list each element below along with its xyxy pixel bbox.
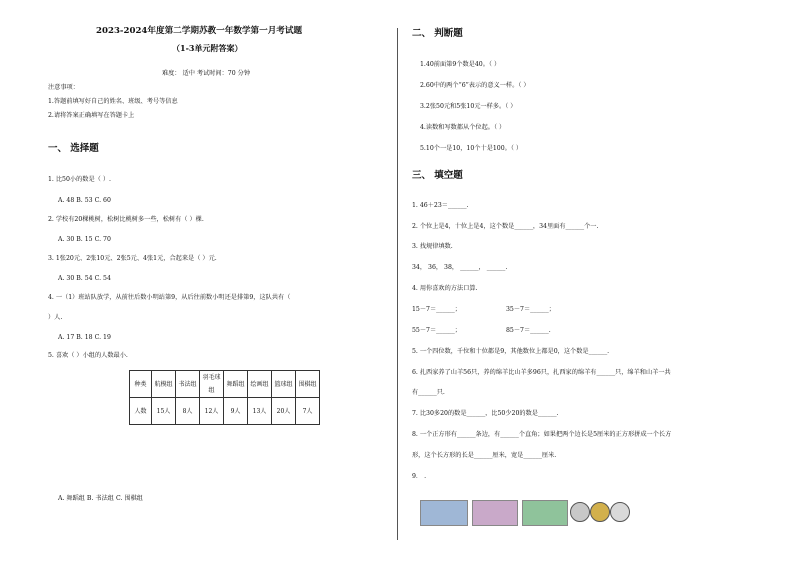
- question: 3. 1张20元、2张10元、2张5元、4张1元，合起来是（ ）元.: [48, 255, 217, 262]
- question-options: A. 30 B. 54 C. 54: [58, 275, 111, 282]
- question-cont: ）人.: [48, 314, 63, 321]
- table-cell: 绘画组: [248, 371, 272, 398]
- banknote-image: [472, 500, 518, 526]
- question-options: A. 17 B. 18 C. 19: [58, 334, 111, 341]
- table-cell: 种类: [130, 371, 152, 398]
- judge-item: 5.10个一是10，10个十是100。（ ）: [420, 145, 523, 152]
- fill-question: 7. 比30多20的数是______，比50少20的数是______.: [412, 410, 559, 417]
- fill-question: 3. 找规律填数.: [412, 243, 453, 250]
- table-cell: 舞蹈组: [224, 371, 248, 398]
- calc-item: 35－7＝______；: [506, 306, 555, 313]
- table-cell: 13人: [248, 398, 272, 425]
- coin-image: [590, 502, 610, 522]
- question: 1. 比50小的数是（ ）.: [48, 176, 111, 183]
- fill-question: 2. 个位上是4，十位上是4，这个数是______，34里面有______个一.: [412, 223, 599, 230]
- table-cell: 7人: [296, 398, 320, 425]
- judge-item: 2.60中的两个“6”表示的意义一样。（ ）: [420, 82, 530, 89]
- exam-meta: 难度： 适中 考试时间：70 分钟: [162, 70, 251, 77]
- question: 5. 喜欢（ ）小组的人数最小.: [48, 352, 128, 359]
- notes-heading: 注意事项：: [48, 84, 79, 91]
- table-cell: 8人: [176, 398, 200, 425]
- table-cell: 人数: [130, 398, 152, 425]
- table-cell: 羽毛球组: [200, 371, 224, 398]
- banknote-image: [522, 500, 568, 526]
- table-cell: 书法组: [176, 371, 200, 398]
- table-cell: 篮球组: [272, 371, 296, 398]
- table-cell: 围棋组: [296, 371, 320, 398]
- question: 2. 学校有20棵桃树，松树比桃树多一些，松树有（ ）棵.: [48, 216, 204, 223]
- fill-question-cont: 有______只.: [412, 389, 445, 396]
- judge-item: 4.读数和写数都从个位起。（ ）: [420, 124, 506, 131]
- fill-question: 4. 用你喜欢的方法口算.: [412, 285, 478, 292]
- table-row: [130, 371, 320, 398]
- calc-item: 15－7＝______；: [412, 306, 461, 313]
- fill-question: 6. 扎西家养了山羊56只，养的绵羊比山羊多96只，扎西家的绵羊有______只，绵羊和山羊一共: [412, 369, 671, 376]
- section-heading-fill: 三、 填空题: [412, 170, 463, 181]
- coin-image: [570, 502, 590, 522]
- section-heading-choice: 一、 选择题: [48, 143, 99, 154]
- table-cell: 15人: [152, 398, 176, 425]
- section-heading-judge: 二、 判断题: [412, 28, 463, 39]
- page-subtitle: （1-3单元附答案）: [172, 43, 243, 53]
- note-item: 2.请将答案正确填写在答题卡上: [48, 112, 135, 119]
- question: 4. 一（1）班站队放学，从前往后数小明站第9，从后往前数小明还是排第9，这队共有（: [48, 294, 291, 301]
- judge-item: 3.2张50元和5张10元一样多。（ ）: [420, 103, 517, 110]
- calc-item: 85－7＝______.: [506, 327, 551, 334]
- fill-question: 9． .: [412, 473, 427, 480]
- fill-question-cont: 形，这个长方形的长是______厘米，宽是______厘米.: [412, 452, 557, 459]
- table-cell: 航模组: [152, 371, 176, 398]
- fill-question: 5. 一个四位数，千位和十位都是9，其他数位上都是0，这个数是______.: [412, 348, 610, 355]
- table-cell: 20人: [272, 398, 296, 425]
- question-options: A. 30 B. 15 C. 70: [58, 236, 111, 243]
- fill-sequence: 34， 36， 38， ______， ______.: [412, 264, 508, 271]
- fill-question: 8. 一个正方形有______条边，有______个直角；如果把两个边长是5厘米的正方形拼成一个长方: [412, 431, 672, 438]
- page-title: 2023-2024年度第二学期苏教一年数学第一月考试题: [96, 26, 303, 36]
- table-cell: 12人: [200, 398, 224, 425]
- question-options: A. 48 B. 53 C. 60: [58, 197, 111, 204]
- note-item: 1.答题前填写好自己的姓名、班级、考号等信息: [48, 98, 178, 105]
- calc-item: 55－7＝______；: [412, 327, 461, 334]
- table-cell: 9人: [224, 398, 248, 425]
- coin-image: [610, 502, 630, 522]
- judge-item: 1.40前面第9个数是40。（ ）: [420, 61, 501, 68]
- fill-question: 1. 46＋23＝______.: [412, 202, 469, 209]
- question-options: A. 舞蹈组 B. 书法组 C. 围棋组: [58, 495, 143, 502]
- table-row: [130, 398, 320, 425]
- banknote-image: [420, 500, 468, 526]
- right-column: [398, 0, 794, 562]
- interest-group-table: [129, 370, 320, 425]
